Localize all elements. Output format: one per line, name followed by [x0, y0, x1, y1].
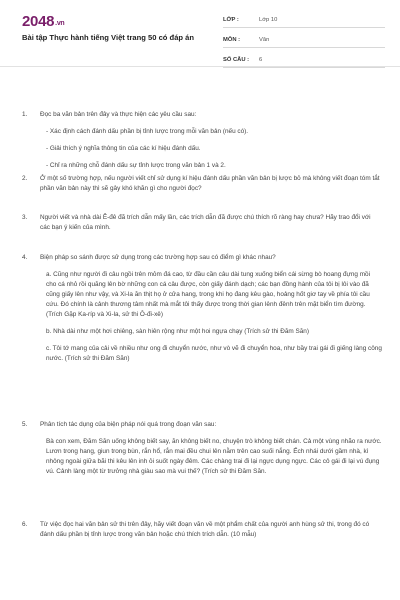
question-number: 2.	[22, 175, 28, 182]
document-title: Bài tập Thực hành tiếng Việt trang 50 có đáp án	[22, 33, 195, 42]
question-text: Biện pháp so sánh được sử dụng trong các trường hợp sau có điểm gì khác nhau?	[40, 254, 276, 261]
question-number: 4.	[22, 254, 28, 261]
question-text: Phân tích tác dụng của biện pháp nói quá trong đoạn văn sau:	[40, 421, 217, 428]
question-number: 5.	[22, 421, 28, 428]
question-text: Đọc ba văn bản trên đây và thực hiện các yêu cầu sau:	[40, 111, 197, 118]
question-body	[46, 270, 382, 364]
question-body-line: b. Nhà dài như một hơi chiêng, sàn hiên rộng như một hoi ngựa chạy (Trích sử thi Đăm Săn)	[46, 328, 309, 335]
meta-label: LỚP :	[223, 16, 239, 23]
meta-row-subject	[223, 32, 385, 48]
meta-label: SỐ CÂU :	[223, 56, 250, 63]
question-item	[22, 110, 382, 171]
meta-value: Lớp 10	[259, 16, 278, 23]
question-body-line: - Chỉ ra những chỗ đánh dấu sự tỉnh lược trong văn bản 1 và 2.	[46, 162, 226, 169]
header-divider	[0, 66, 400, 67]
meta-row-class	[223, 12, 385, 28]
meta-info	[223, 12, 385, 72]
document-header	[0, 0, 400, 66]
question-body-line: - Xác định cách đánh dấu phần bị tỉnh lược trong mỗi văn bản (nếu có).	[46, 128, 249, 135]
question-text: Ở một số trường hợp, nếu người viết chỉ sử dụng kí hiệu đánh dấu phần văn bản bị lược bỏ mà không viết đoạn tóm tắt phần văn bản này thì sẽ gây khó khăn gì cho người đọc?	[40, 175, 380, 192]
meta-value: 6	[259, 56, 263, 63]
question-number: 6.	[22, 521, 28, 528]
question-number: 3.	[22, 214, 28, 221]
question-item	[22, 174, 382, 194]
site-logo[interactable]	[22, 13, 64, 30]
logo-main-text: 2048	[22, 13, 55, 30]
question-text: Người viết và nhà dài Ê-đê đã trích dẫn mấy lần, các trích dẫn đã được chú thích rõ ràng hay chưa? Hãy trao đổi với các bạn ý kiến của mình.	[40, 214, 371, 231]
question-body	[46, 127, 382, 171]
question-body-line: Bà con xem, Đăm Săn uống không biết say, ăn không biết no, chuyện trò không biết chán. Cả một vùng nhão ra nước. Lươn trong hang, giun trong bùn, rắn hổ, rắn mai đều chui lên nằm trên cao suối nắng. Ếch nhái dưới gầm nhà, kì nhông ngoài giữa bãi thi kêu lên inh ỏi suốt ngày đêm. Các chàng trai đi lại ngực dụng ngực. Các cô gái đi lại vú đụng vú. Cảnh làng một từ trưởng nhà giàu sao mà vui thế? (Trích sử thi Đăm Săn.	[46, 438, 382, 475]
meta-label: MÔN :	[223, 36, 241, 43]
question-item	[22, 520, 382, 540]
question-item	[22, 213, 382, 233]
question-item	[22, 253, 382, 364]
question-number: 1.	[22, 111, 28, 118]
question-body-line: - Giải thích ý nghĩa thông tin của các kí hiệu đánh dấu.	[46, 145, 201, 152]
question-body	[46, 437, 382, 477]
question-body-line: a. Cũng như người đi câu ngồi trên mỏm đá cao, từ đầu cần câu dài tung xuống biển cái sừng bò hoang đựng mồi cho cá nhỏ rồi quăng lên bờ những con cá câu được, còn giấy đánh dạch; các bạn đồng hành của tôi bị lôi vào đã cũng giấy lên như vậy, và Xi-la ăn thịt họ ở cửa hang, trong khi họ đang kêu gào, hoảng hốt giơ tay về phía tôi cầu cứu. Đó chính là cảnh thương tâm nhất mà mắt tôi thấy được trong thời gian lênh đênh trên mặt biển tìm đường. (Trích Gặp Ka-ríp và Xi-la, sử thi Ô-đi-xê)	[46, 271, 371, 318]
meta-value: Văn	[259, 36, 270, 43]
question-text: Từ việc đọc hai văn bản sử thi trên đây, hãy viết đoạn văn về một phẩm chất của người anh hùng sử thi, trong đó có đánh dấu phần bị tỉnh lược trong văn bản hoặc chú thích trích dẫn. (10 mẫu)	[40, 521, 370, 538]
question-body-line: c. Tôi tớ mang của cải về nhiều như ong đi chuyển nước, như vò vẽ đi chuyển hoa, như bầy trai gái đi giếng làng công nước. (Trích sử thi Đăm Săn)	[46, 345, 382, 362]
logo-domain-text: .vn	[55, 20, 65, 27]
question-item	[22, 420, 382, 477]
